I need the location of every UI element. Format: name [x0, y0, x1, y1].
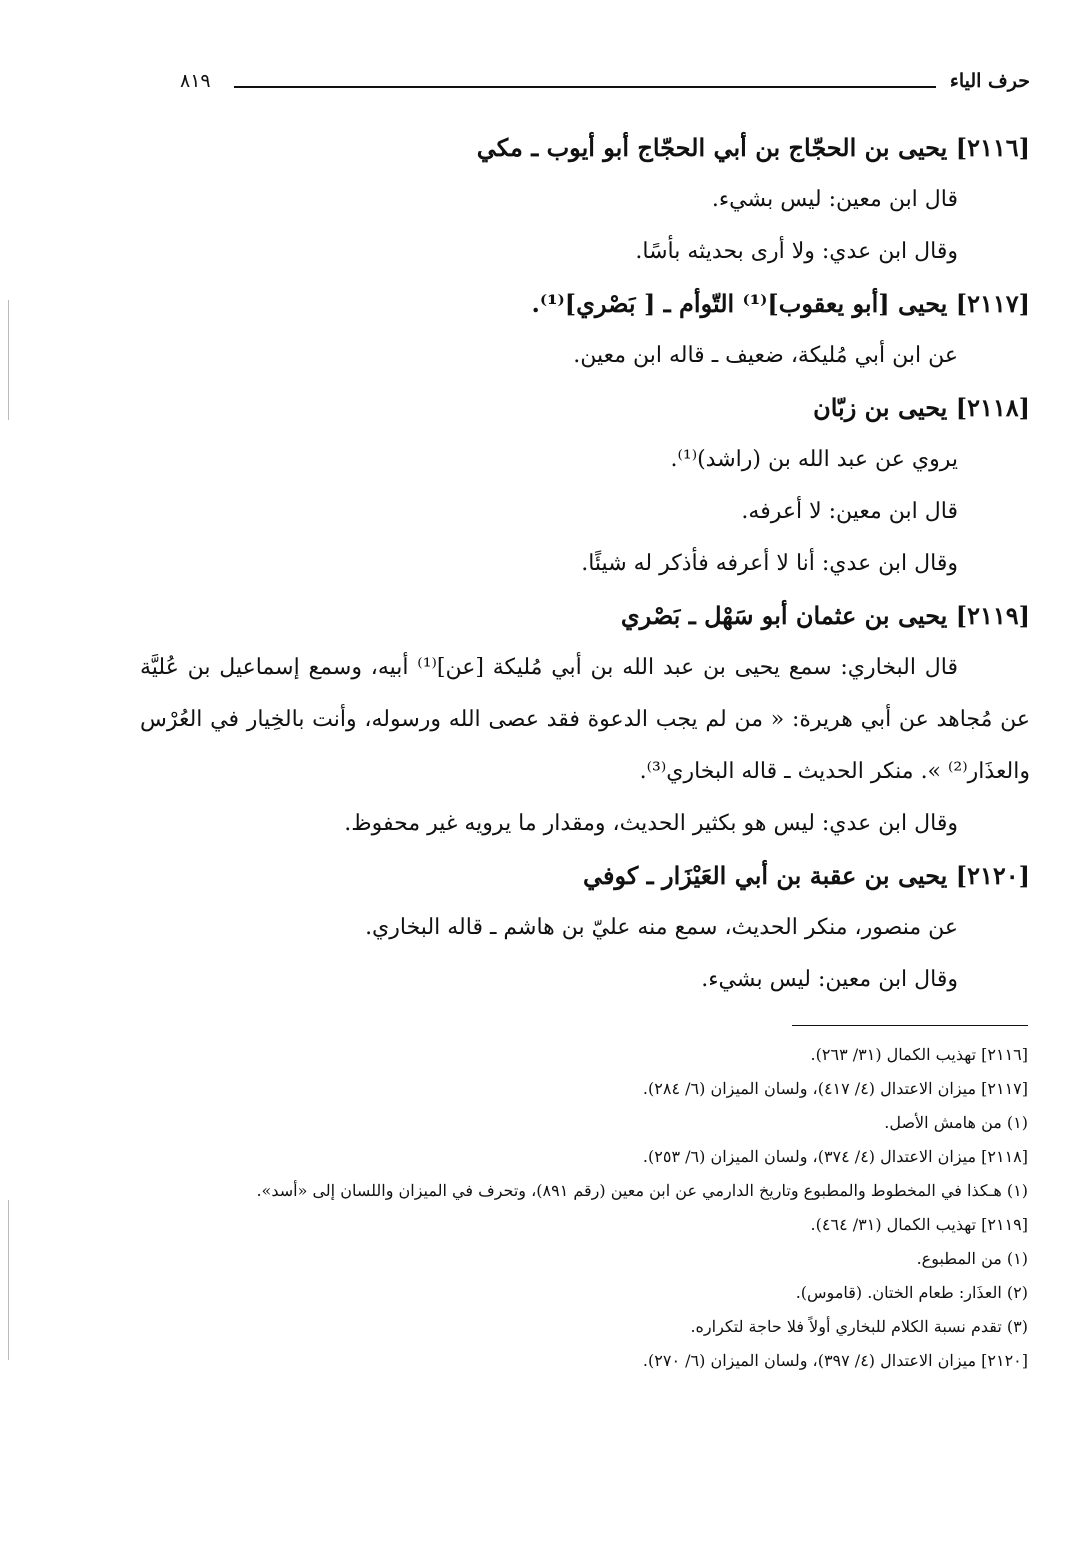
entry-line: عن ابن أبي مُليكة، ضعيف ـ قاله ابن معين.	[573, 343, 958, 368]
entry-heading: [٢١١٩] يحيى بن عثمان أبو سَهْل ـ بَصْري	[620, 601, 1030, 630]
footnote-separator	[792, 1025, 1028, 1026]
header-rule	[234, 86, 936, 88]
footnote: [٢١١٧] ميزان الاعتدال (٤/ ٤١٧)، ولسان الميزان (٦/ ٢٨٤).	[642, 1079, 1028, 1098]
entry-line: وقال ابن عدي: ليس هو بكثير الحديث، ومقدار ما يرويه غير محفوظ.	[344, 811, 958, 836]
entry-line: قال ابن معين: لا أعرفه.	[741, 499, 958, 524]
footnote: [٢١١٩] تهذيب الكمال (٣١/ ٤٦٤).	[810, 1215, 1028, 1234]
footnote: (١) هـكذا في المخطوط والمطبوع وتاريخ الدارمي عن ابن معين (رقم ٨٩١)، وتحرف في الميزان واللسان إلى «أسد».	[256, 1181, 1028, 1200]
page-number: ٨١٩	[180, 70, 211, 92]
entry-heading: [٢١١٧] يحيى [أبو يعقوب]⁽¹⁾ التّوأم ـ [ بَصْري]⁽¹⁾.	[531, 289, 1030, 318]
entry-line: قال ابن معين: ليس بشيء.	[711, 187, 958, 212]
scan-margin-mark	[8, 1200, 9, 1360]
entry-line: وقال ابن معين: ليس بشيء.	[701, 967, 958, 992]
entry-heading: [٢١٢٠] يحيى بن عقبة بن أبي العَيْزَار ـ كوفي	[583, 861, 1030, 890]
footnote: [٢١١٦] تهذيب الكمال (٣١/ ٢٦٣).	[810, 1045, 1028, 1064]
footnotes	[140, 1038, 1028, 1378]
footnote: (١) من هامش الأصل.	[884, 1113, 1028, 1132]
running-header-title: حرف الياء	[949, 70, 1030, 92]
footnote: (٢) العذَار: طعام الختان. (قاموس).	[795, 1283, 1028, 1302]
footnote: [٢١١٨] ميزان الاعتدال (٤/ ٣٧٤)، ولسان الميزان (٦/ ٢٥٣).	[642, 1147, 1028, 1166]
entry-heading: [٢١١٨] يحيى بن زبّان	[813, 393, 1030, 422]
footnote: (١) من المطبوع.	[916, 1249, 1028, 1268]
entry-line: يروي عن عبد الله بن (راشد)⁽¹⁾.	[670, 447, 958, 472]
entry-line: وقال ابن عدي: ولا أرى بحديثه بأسًا.	[635, 239, 958, 264]
entry-line: عن منصور، منكر الحديث، سمع منه عليّ بن هاشم ـ قاله البخاري.	[365, 915, 958, 940]
entry-heading: [٢١١٦] يحيى بن الحجّاج بن أبي الحجّاج أبو أيوب ـ مكي	[476, 133, 1030, 162]
entry-paragraph: قال البخاري: سمع يحيى بن عبد الله بن أبي مُليكة [عن]⁽¹⁾ أبيه، وسمع إسماعيل بن عُليَّة عن مُجاهد عن أبي هريرة: « من لم يجب الدعوة فقد عصى الله ورسوله، وأنت بالخِيار في العُرْس والعذَار⁽²⁾ ». منكر الحديث ـ قاله البخاري⁽³⁾.	[140, 655, 1030, 784]
scan-margin-mark	[8, 300, 9, 420]
footnote: [٢١٢٠] ميزان الاعتدال (٤/ ٣٩٧)، ولسان الميزان (٦/ ٢٧٠).	[642, 1351, 1028, 1370]
main-text	[140, 122, 1030, 1006]
footnote: (٣) تقدم نسبة الكلام للبخاري أولاً فلا حاجة لتكراره.	[690, 1317, 1028, 1336]
entry-line: وقال ابن عدي: أنا لا أعرفه فأذكر له شيئًا.	[581, 551, 958, 576]
